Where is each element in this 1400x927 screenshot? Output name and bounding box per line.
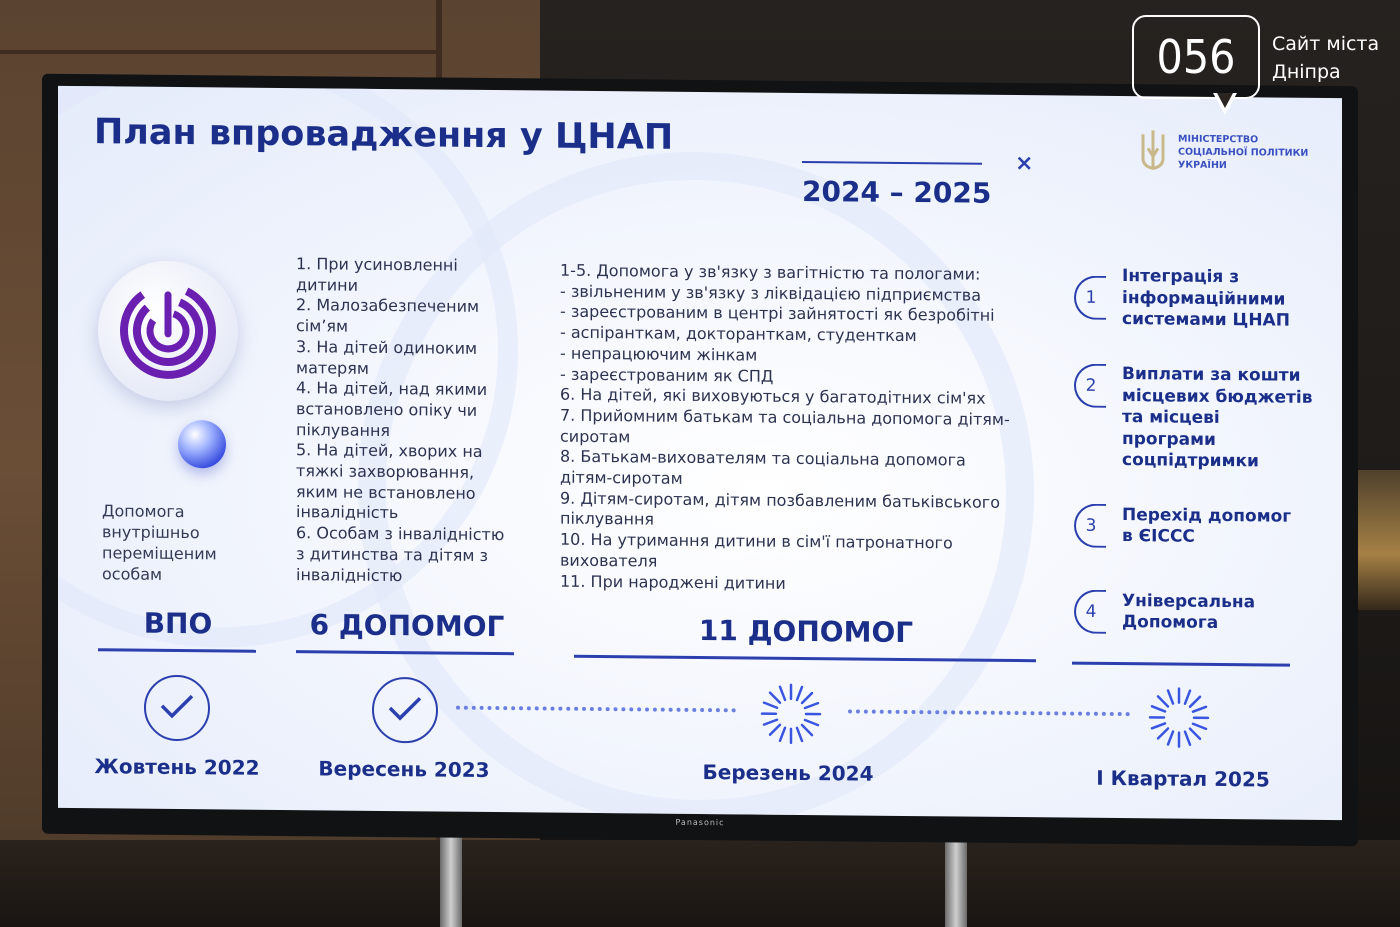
tv-stand-leg (945, 830, 967, 927)
stage-number: 3 (1074, 504, 1106, 548)
stage-text: Універсальна Допомога (1122, 590, 1256, 633)
list-item: 1-5. Допомога у зв'язку з вагітністю та пологами: (560, 260, 981, 284)
list-item: 1. При усиновленні дитини (296, 254, 458, 295)
list-item: 10. На утримання дитини в сім'ї патронатного вихователя (560, 529, 953, 571)
stage-number: 2 (1074, 364, 1106, 408)
checkmark-icon (372, 677, 438, 744)
stage-number: 1 (1074, 276, 1106, 320)
heading-vpo: ВПО (143, 606, 213, 641)
ministry-logo (1136, 128, 1308, 176)
heading-eleven-benefits: 11 ДОПОМОГ (698, 613, 914, 650)
list-item: - непрацюючим жінкам (560, 343, 758, 365)
checkmark-icon (144, 675, 210, 742)
loading-burst-icon (1146, 684, 1212, 751)
site-logo-watermark: 056 (1132, 15, 1260, 99)
timeline-date: І Квартал 2025 (1096, 765, 1270, 792)
list-item: 11. При народжені дитини (560, 571, 786, 593)
ministry-name: МІНІСТЕРСТВО СОЦІАЛЬНОЇ ПОЛІТИКИ УКРАЇНИ (1178, 133, 1309, 171)
list-item: 8. Батькам-вихователям та соціальна допомога дітям-сиротам (560, 446, 966, 488)
heading-six-benefits: 6 ДОПОМОГ (309, 608, 505, 644)
stage-text: Перехід допомог в ЄІССС (1122, 504, 1292, 547)
close-icon: × (1015, 151, 1034, 177)
presentation-slide (58, 86, 1342, 820)
wall-panel-seam (0, 50, 440, 54)
stage-2 (1074, 364, 1313, 474)
list-item: 6. На дітей, які виховуються у багатодітних сім'ях (560, 384, 986, 408)
timeline-date: Вересень 2023 (318, 756, 490, 782)
list-item: - зареєстрованим в центрі зайнятості як безробітні (560, 302, 995, 326)
stage-text: Інтеграція з інформаційними системами ЦНАП (1122, 266, 1290, 331)
loading-burst-icon (758, 681, 824, 748)
timeline-date: Жовтень 2022 (94, 754, 260, 780)
list-item: 5. На дітей, хворих на тяжкі захворювання, яким не встановлено інвалідність (296, 440, 483, 523)
list-item: 3. На дітей одиноким матерям (296, 336, 478, 378)
watermark-tail (1217, 93, 1233, 108)
stage-1 (1074, 266, 1290, 333)
trident-icon (1136, 128, 1170, 174)
diia-power-icon (116, 278, 220, 383)
list-item: 9. Дітям-сиротам, дітям позбавленим батьківського піклування (560, 488, 1000, 529)
diia-logo-disk (98, 260, 238, 401)
floor (0, 840, 1400, 927)
stage-text: Виплати за кошти місцевих бюджетів та місцеві програми соцпідтримки (1122, 364, 1313, 472)
stage-4 (1074, 590, 1255, 636)
site-caption: Сайт міста Дніпра (1272, 33, 1380, 83)
tv-stand-leg (440, 830, 462, 927)
heading-underline (1072, 662, 1290, 667)
six-benefits-list (296, 254, 536, 588)
stage-3 (1074, 504, 1291, 550)
list-item: 7. Прийомним батькам та соціальна допомога дітям- сиротам (560, 405, 1010, 446)
years-underline (802, 161, 982, 165)
timeline-date: Березень 2024 (702, 760, 874, 786)
decorative-sphere (178, 420, 226, 468)
list-item: 4. На дітей, над якими встановлено опіку чи піклування (296, 378, 488, 440)
years-range: 2024 – 2025 (802, 174, 992, 210)
vpo-description: Допомога внутрішньо переміщеним особам (102, 501, 217, 584)
tv-frame (42, 74, 1358, 847)
tv-brand-logo: Panasonic (675, 817, 725, 828)
list-item: 6. Особам з інвалідністю з дитинства та дітям з інвалідністю (296, 523, 505, 585)
list-item: - аспіранткам, докторанткам, студенткам (560, 322, 917, 346)
slide-title: План впровадження у ЦНАП (94, 112, 674, 158)
eleven-benefits-list (560, 261, 1060, 597)
list-item: - зареєстрованим як СПД (560, 364, 774, 386)
list-item: 2. Малозабезпеченим сім’ям (296, 295, 480, 336)
list-item: - звільненим у зв'язку з ліквідацією підприємства (560, 281, 981, 305)
heading-underline (98, 648, 256, 653)
stage-number: 4 (1074, 590, 1106, 634)
